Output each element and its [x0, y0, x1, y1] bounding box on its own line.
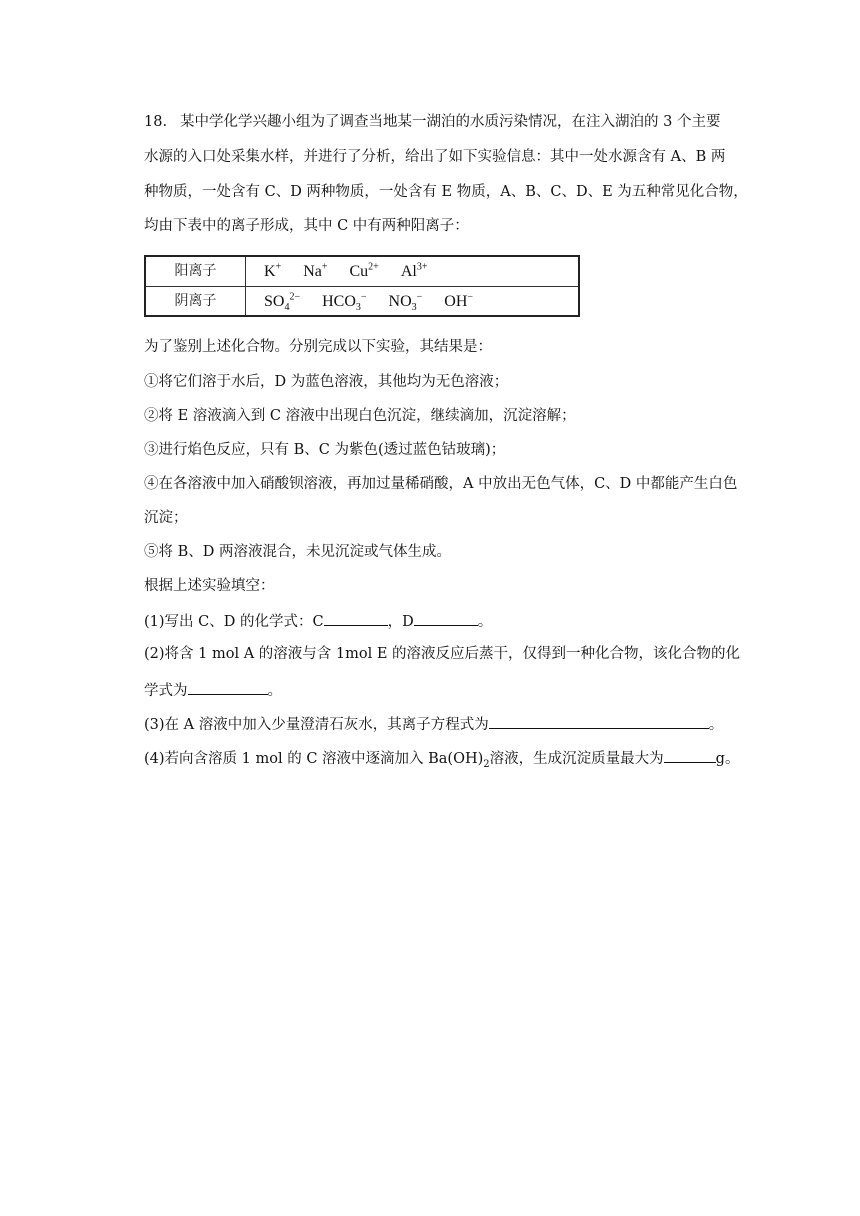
question-stem-line-1: [144, 112, 720, 132]
experiment-step-3: ③进行焰色反应，只有 B、C 为紫色(透过蓝色钴玻璃)；: [144, 442, 506, 458]
ion-so4: $SO_4^{2-}$: [264, 291, 301, 314]
fill-intro: 根据上述实验填空：: [144, 578, 275, 594]
ion-hco3: $HCO_3^-$: [322, 291, 367, 314]
ion-na: Na+: [303, 261, 328, 280]
answer-blank-mass[interactable]: [664, 747, 716, 763]
stem-text-1: 某中学化学兴趣小组为了调查当地某一湖泊的水质污染情况，在注入湖泊的 3 个主要: [180, 114, 721, 130]
ion-cu: $Cu^{2+}$: [349, 261, 379, 280]
question-number: 18.: [144, 114, 168, 130]
experiment-step-5: ⑤将 B、D 两溶液混合，未见沉淀或气体生成。: [144, 544, 451, 560]
anion-header: 阴离子: [146, 287, 246, 316]
experiment-step-2: ②将 E 溶液滴入到 C 溶液中出现白色沉淀，继续滴加，沉淀溶解；: [144, 408, 576, 424]
cation-list: [264, 257, 445, 286]
sub-question-2-line-2: 学式为 。: [144, 679, 282, 701]
sub-question-3: (3)在 A 溶液中加入少量澄清石灰水，其离子方程式为 。: [144, 713, 723, 735]
ion-k: K+: [264, 261, 282, 280]
anion-list: [264, 287, 491, 316]
answer-blank-c[interactable]: [324, 610, 388, 626]
cation-header: 阳离子: [146, 257, 246, 286]
cation-row: [146, 257, 578, 287]
experiment-step-4-line-1: ④在各溶液中加入硝酸钡溶液，再加过量稀硝酸，A 中放出无色气体，C、D 中都能产生白色: [144, 476, 738, 492]
ion-al: $Al^{3+}$: [400, 261, 428, 280]
question-stem-line-4: 均由下表中的离子形成，其中 C 中有两种阳离子：: [144, 218, 469, 234]
anion-row: [146, 287, 578, 316]
experiment-step-4-line-2: 沉淀；: [144, 510, 188, 526]
answer-blank-compound[interactable]: [188, 679, 268, 695]
answer-blank-ionic-equation[interactable]: [489, 713, 709, 729]
question-stem-line-3: 种物质，一处含有 C、D 两种物质，一处含有 E 物质，A、B、C、D、E 为五种常见化合物，: [144, 184, 748, 200]
sub-question-4: (4)若向含溶质 1 mol 的 C 溶液中逐滴加入 $Ba(OH)_2$溶液，生成沉淀质量最大为 g。: [144, 747, 739, 769]
experiments-intro: 为了鉴别上述化合物。分别完成以下实验，其结果是：: [144, 339, 492, 355]
question-stem-line-2: 水源的入口处采集水样，并进行了分析，给出了如下实验信息：其中一处水源含有 A、B 两: [144, 149, 726, 165]
ion-oh: OH−: [444, 291, 474, 310]
answer-blank-d[interactable]: [414, 610, 478, 626]
ion-table: [144, 255, 580, 317]
sub-question-1: (1)写出 C、D 的化学式：C ，D 。: [144, 610, 492, 632]
sub-question-2-line-1: (2)将含 1 mol A 的溶液与含 1mol E 的溶液反应后蒸干，仅得到一种化合物，该化合物的化: [144, 646, 741, 662]
ion-no3: $NO_3^-$: [388, 291, 423, 314]
experiment-step-1: ①将它们溶于水后，D 为蓝色溶液，其他均为无色溶液；: [144, 374, 509, 390]
